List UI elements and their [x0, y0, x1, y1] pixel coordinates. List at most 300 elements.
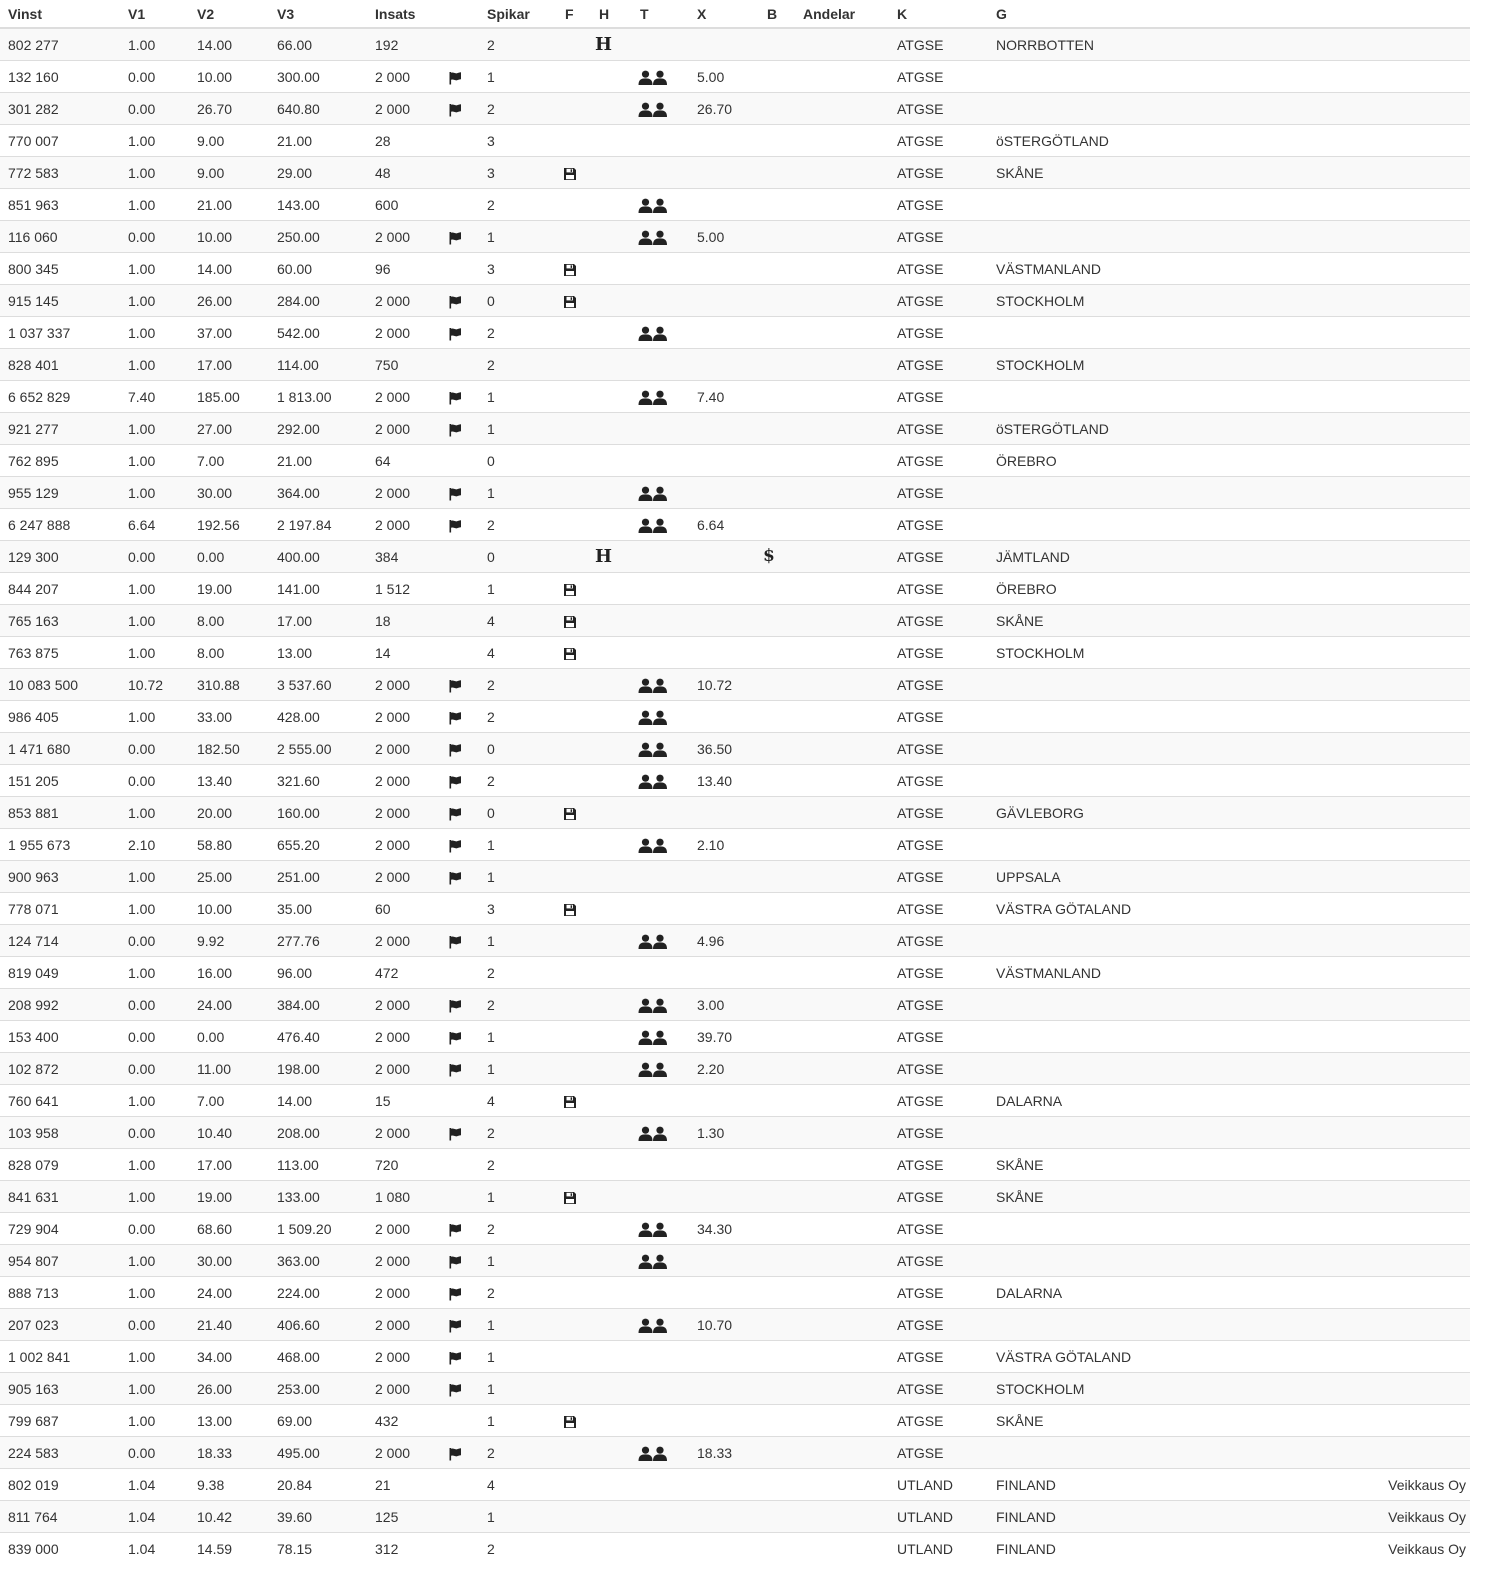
b-cell — [759, 1117, 795, 1149]
g-cell — [988, 1309, 1366, 1341]
x-cell — [689, 125, 759, 157]
f-cell — [557, 893, 591, 925]
andelar-cell — [795, 637, 889, 669]
table-row[interactable] — [0, 605, 1470, 637]
g-cell — [988, 1053, 1366, 1085]
org-cell — [1366, 285, 1470, 317]
vinst-cell: 765 163 — [0, 605, 120, 637]
header-v3[interactable]: V3 — [269, 0, 367, 28]
spikar-cell: 3 — [479, 893, 557, 925]
v3-cell: 224.00 — [269, 1277, 367, 1309]
k-cell: ATGSE — [889, 861, 988, 893]
t-cell — [632, 349, 689, 381]
v3-cell: 14.00 — [269, 1085, 367, 1117]
h-cell — [591, 1501, 632, 1533]
v2-cell: 21.00 — [189, 189, 269, 221]
spikar-cell: 3 — [479, 157, 557, 189]
table-row[interactable] — [0, 28, 1470, 61]
table-row[interactable] — [0, 445, 1470, 477]
table-row[interactable] — [0, 797, 1470, 829]
f-cell — [557, 1437, 591, 1469]
v1-cell: 0.00 — [120, 1213, 189, 1245]
k-cell: ATGSE — [889, 541, 988, 573]
flag-cell — [442, 701, 479, 733]
h-cell — [591, 1117, 632, 1149]
insats-cell: 2 000 — [367, 1117, 442, 1149]
vinst-cell: 224 583 — [0, 1437, 120, 1469]
f-cell — [557, 93, 591, 125]
f-cell — [557, 1053, 591, 1085]
table-row[interactable] — [0, 221, 1470, 253]
spikar-cell: 1 — [479, 829, 557, 861]
table-row[interactable] — [0, 637, 1470, 669]
v1-cell: 1.00 — [120, 1277, 189, 1309]
insats-cell: 1 080 — [367, 1181, 442, 1213]
v1-cell: 1.00 — [120, 28, 189, 61]
v1-cell: 0.00 — [120, 61, 189, 93]
spikar-cell: 2 — [479, 189, 557, 221]
x-cell — [689, 349, 759, 381]
andelar-cell — [795, 1309, 889, 1341]
x-cell: 1.30 — [689, 1117, 759, 1149]
flag-icon — [448, 1351, 462, 1365]
v2-cell: 26.00 — [189, 285, 269, 317]
spikar-cell: 0 — [479, 733, 557, 765]
flag-cell — [442, 1117, 479, 1149]
f-cell — [557, 1021, 591, 1053]
v3-cell: 277.76 — [269, 925, 367, 957]
f-cell — [557, 605, 591, 637]
andelar-cell — [795, 701, 889, 733]
b-cell — [759, 1373, 795, 1405]
f-cell — [557, 1181, 591, 1213]
g-cell — [988, 477, 1366, 509]
header-spikar[interactable]: Spikar — [479, 0, 557, 28]
f-cell — [557, 1469, 591, 1501]
flag-icon — [448, 839, 462, 853]
insats-cell: 1 512 — [367, 573, 442, 605]
v3-cell: 2 555.00 — [269, 733, 367, 765]
table-row[interactable] — [0, 893, 1470, 925]
users-icon — [638, 774, 668, 789]
h-cell — [591, 125, 632, 157]
andelar-cell — [795, 413, 889, 445]
spikar-cell: 2 — [479, 509, 557, 541]
h-cell — [591, 893, 632, 925]
flag-icon — [448, 487, 462, 501]
k-cell: ATGSE — [889, 797, 988, 829]
vinst-cell: 986 405 — [0, 701, 120, 733]
header-g[interactable]: G — [988, 0, 1366, 28]
users-icon — [638, 742, 668, 757]
v2-cell: 0.00 — [189, 541, 269, 573]
vinst-cell: 841 631 — [0, 1181, 120, 1213]
f-cell — [557, 1085, 591, 1117]
v2-cell: 26.00 — [189, 1373, 269, 1405]
v1-cell: 1.00 — [120, 189, 189, 221]
k-cell: ATGSE — [889, 1341, 988, 1373]
org-cell — [1366, 1117, 1470, 1149]
v2-cell: 182.50 — [189, 733, 269, 765]
g-cell: SKÅNE — [988, 157, 1366, 189]
b-cell — [759, 1053, 795, 1085]
org-cell — [1366, 701, 1470, 733]
table-row[interactable] — [0, 957, 1470, 989]
b-cell — [759, 1309, 795, 1341]
flag-icon — [448, 743, 462, 757]
b-cell — [759, 893, 795, 925]
andelar-cell — [795, 381, 889, 413]
h-cell — [591, 701, 632, 733]
t-cell — [632, 1437, 689, 1469]
t-cell — [632, 285, 689, 317]
g-cell — [988, 1213, 1366, 1245]
table-row[interactable] — [0, 1309, 1470, 1341]
b-cell — [759, 125, 795, 157]
table-row[interactable] — [0, 829, 1470, 861]
v3-cell: 300.00 — [269, 61, 367, 93]
flag-icon — [448, 295, 462, 309]
h-cell — [591, 829, 632, 861]
spikar-cell: 2 — [479, 765, 557, 797]
table-row[interactable] — [0, 733, 1470, 765]
x-cell — [689, 157, 759, 189]
header-f[interactable]: F — [557, 0, 591, 28]
h-cell — [591, 221, 632, 253]
g-cell: JÄMTLAND — [988, 541, 1366, 573]
t-cell — [632, 861, 689, 893]
k-cell: ATGSE — [889, 93, 988, 125]
flag-cell — [442, 1533, 479, 1565]
h-cell — [591, 1021, 632, 1053]
v2-cell: 14.00 — [189, 253, 269, 285]
f-cell — [557, 221, 591, 253]
spikar-cell: 2 — [479, 701, 557, 733]
table-row[interactable] — [0, 157, 1470, 189]
org-cell — [1366, 733, 1470, 765]
x-cell — [689, 1373, 759, 1405]
v3-cell: 96.00 — [269, 957, 367, 989]
org-cell — [1366, 93, 1470, 125]
header-vinst[interactable]: Vinst — [0, 0, 120, 28]
h-cell — [591, 541, 632, 573]
insats-cell: 2 000 — [367, 989, 442, 1021]
insats-cell: 600 — [367, 189, 442, 221]
table-row[interactable] — [0, 1501, 1470, 1533]
andelar-cell — [795, 1181, 889, 1213]
table-row[interactable] — [0, 1053, 1470, 1085]
vinst-cell: 1 955 673 — [0, 829, 120, 861]
v3-cell: 21.00 — [269, 125, 367, 157]
andelar-cell — [795, 1245, 889, 1277]
f-cell — [557, 1533, 591, 1565]
f-cell — [557, 477, 591, 509]
table-row[interactable] — [0, 413, 1470, 445]
x-cell — [689, 637, 759, 669]
v2-cell: 11.00 — [189, 1053, 269, 1085]
t-cell — [632, 445, 689, 477]
vinst-cell: 132 160 — [0, 61, 120, 93]
h-cell — [591, 1469, 632, 1501]
org-cell — [1366, 669, 1470, 701]
v1-cell: 0.00 — [120, 541, 189, 573]
insats-cell: 2 000 — [367, 1341, 442, 1373]
header-v2[interactable]: V2 — [189, 0, 269, 28]
b-cell — [759, 1149, 795, 1181]
flag-cell — [442, 861, 479, 893]
f-cell — [557, 1245, 591, 1277]
v1-cell: 1.04 — [120, 1501, 189, 1533]
x-cell: 2.10 — [689, 829, 759, 861]
table-row[interactable] — [0, 477, 1470, 509]
table-row[interactable] — [0, 1469, 1470, 1501]
table-row[interactable] — [0, 1245, 1470, 1277]
flag-cell — [442, 157, 479, 189]
k-cell: ATGSE — [889, 381, 988, 413]
v3-cell: 400.00 — [269, 541, 367, 573]
table-row[interactable] — [0, 1181, 1470, 1213]
flag-cell — [442, 285, 479, 317]
x-cell — [689, 1341, 759, 1373]
g-cell — [988, 381, 1366, 413]
x-cell — [689, 573, 759, 605]
andelar-cell — [795, 1405, 889, 1437]
table-row[interactable] — [0, 125, 1470, 157]
table-row[interactable] — [0, 61, 1470, 93]
table-row[interactable] — [0, 541, 1470, 573]
vinst-cell: 799 687 — [0, 1405, 120, 1437]
h-cell — [591, 285, 632, 317]
x-cell — [689, 1245, 759, 1277]
x-cell — [689, 1501, 759, 1533]
header-h[interactable]: H — [591, 0, 632, 28]
flag-cell — [442, 1085, 479, 1117]
spikar-cell: 2 — [479, 317, 557, 349]
table-row[interactable] — [0, 349, 1470, 381]
header-v1[interactable]: V1 — [120, 0, 189, 28]
table-row[interactable] — [0, 1277, 1470, 1309]
f-cell — [557, 317, 591, 349]
org-cell — [1366, 157, 1470, 189]
k-cell: ATGSE — [889, 829, 988, 861]
h-cell — [591, 1277, 632, 1309]
flag-cell — [442, 733, 479, 765]
x-cell: 34.30 — [689, 1213, 759, 1245]
users-icon — [638, 1126, 668, 1141]
table-row[interactable] — [0, 765, 1470, 797]
table-row[interactable] — [0, 1117, 1470, 1149]
b-cell — [759, 509, 795, 541]
x-cell: 7.40 — [689, 381, 759, 413]
table-row[interactable] — [0, 509, 1470, 541]
v2-cell: 24.00 — [189, 989, 269, 1021]
org-cell — [1366, 1373, 1470, 1405]
table-row[interactable] — [0, 317, 1470, 349]
table-row[interactable] — [0, 1021, 1470, 1053]
vinst-cell: 729 904 — [0, 1213, 120, 1245]
andelar-cell — [795, 509, 889, 541]
b-cell — [759, 445, 795, 477]
vinst-cell: 1 002 841 — [0, 1341, 120, 1373]
v2-cell: 10.42 — [189, 1501, 269, 1533]
users-icon — [638, 1318, 668, 1333]
k-cell: ATGSE — [889, 605, 988, 637]
v1-cell: 6.64 — [120, 509, 189, 541]
andelar-cell — [795, 925, 889, 957]
table-row[interactable] — [0, 189, 1470, 221]
table-row[interactable] — [0, 93, 1470, 125]
insats-cell: 2 000 — [367, 221, 442, 253]
table-row[interactable] — [0, 573, 1470, 605]
flag-cell — [442, 221, 479, 253]
table-row[interactable] — [0, 925, 1470, 957]
insats-cell: 2 000 — [367, 1245, 442, 1277]
g-cell — [988, 317, 1366, 349]
f-cell — [557, 1149, 591, 1181]
table-row[interactable] — [0, 1533, 1470, 1565]
table-row[interactable] — [0, 1085, 1470, 1117]
flag-cell — [442, 1021, 479, 1053]
h-cell — [591, 93, 632, 125]
header-andelar[interactable]: Andelar — [795, 0, 889, 28]
flag-cell — [442, 1341, 479, 1373]
flag-cell — [442, 413, 479, 445]
k-cell: ATGSE — [889, 61, 988, 93]
table-row[interactable] — [0, 701, 1470, 733]
org-cell — [1366, 317, 1470, 349]
flag-icon — [448, 519, 462, 533]
insats-cell: 64 — [367, 445, 442, 477]
spikar-cell: 2 — [479, 1117, 557, 1149]
org-cell — [1366, 573, 1470, 605]
org-cell — [1366, 605, 1470, 637]
table-row[interactable] — [0, 1373, 1470, 1405]
insats-cell: 28 — [367, 125, 442, 157]
t-cell — [632, 253, 689, 285]
v1-cell: 2.10 — [120, 829, 189, 861]
andelar-cell — [795, 125, 889, 157]
v2-cell: 10.00 — [189, 893, 269, 925]
table-row[interactable] — [0, 253, 1470, 285]
h-cell — [591, 317, 632, 349]
table-row[interactable] — [0, 1149, 1470, 1181]
v1-cell: 0.00 — [120, 221, 189, 253]
table-row[interactable] — [0, 1213, 1470, 1245]
x-cell: 10.70 — [689, 1309, 759, 1341]
table-row[interactable] — [0, 861, 1470, 893]
andelar-cell — [795, 1501, 889, 1533]
v3-cell: 495.00 — [269, 1437, 367, 1469]
k-cell: ATGSE — [889, 893, 988, 925]
v1-cell: 1.00 — [120, 1341, 189, 1373]
table-row[interactable] — [0, 381, 1470, 413]
flag-cell — [442, 957, 479, 989]
table-row[interactable] — [0, 285, 1470, 317]
g-cell: GÄVLEBORG — [988, 797, 1366, 829]
f-cell — [557, 1501, 591, 1533]
header-x[interactable]: X — [689, 0, 759, 28]
header-t[interactable]: T — [632, 0, 689, 28]
v2-cell: 10.00 — [189, 221, 269, 253]
b-cell — [759, 189, 795, 221]
andelar-cell — [795, 1437, 889, 1469]
t-cell — [632, 1405, 689, 1437]
flag-icon — [448, 1255, 462, 1269]
andelar-cell — [795, 221, 889, 253]
vinst-cell: 778 071 — [0, 893, 120, 925]
h-cell — [591, 445, 632, 477]
table-row[interactable] — [0, 1341, 1470, 1373]
x-cell — [689, 1149, 759, 1181]
header-insats[interactable]: Insats — [367, 0, 442, 28]
header-k[interactable]: K — [889, 0, 988, 28]
x-cell: 2.20 — [689, 1053, 759, 1085]
table-row[interactable] — [0, 989, 1470, 1021]
header-b[interactable]: B — [759, 0, 795, 28]
k-cell: ATGSE — [889, 1277, 988, 1309]
dollar-icon: $ — [763, 546, 775, 567]
spikar-cell: 2 — [479, 1213, 557, 1245]
v2-cell: 25.00 — [189, 861, 269, 893]
org-cell — [1366, 1021, 1470, 1053]
v2-cell: 9.38 — [189, 1469, 269, 1501]
b-cell — [759, 861, 795, 893]
v1-cell: 1.00 — [120, 285, 189, 317]
g-cell: VÄSTMANLAND — [988, 253, 1366, 285]
table-row[interactable] — [0, 669, 1470, 701]
insats-cell: 2 000 — [367, 1053, 442, 1085]
table-row[interactable] — [0, 1405, 1470, 1437]
v3-cell: 1 813.00 — [269, 381, 367, 413]
h-cell — [591, 797, 632, 829]
t-cell — [632, 1245, 689, 1277]
org-cell — [1366, 957, 1470, 989]
h-cell — [591, 349, 632, 381]
insats-cell: 472 — [367, 957, 442, 989]
spikar-cell: 1 — [479, 1373, 557, 1405]
insats-cell: 2 000 — [367, 925, 442, 957]
andelar-cell — [795, 157, 889, 189]
v2-cell: 310.88 — [189, 669, 269, 701]
v3-cell: 292.00 — [269, 413, 367, 445]
insats-cell: 2 000 — [367, 701, 442, 733]
insats-cell: 2 000 — [367, 413, 442, 445]
vinst-cell: 6 247 888 — [0, 509, 120, 541]
g-cell — [988, 1021, 1366, 1053]
spikar-cell: 1 — [479, 1405, 557, 1437]
flag-cell — [442, 541, 479, 573]
vinst-cell: 124 714 — [0, 925, 120, 957]
t-cell — [632, 1021, 689, 1053]
table-body — [0, 28, 1470, 1564]
g-cell: NORRBOTTEN — [988, 28, 1366, 61]
vinst-cell: 772 583 — [0, 157, 120, 189]
x-cell — [689, 445, 759, 477]
table-row[interactable] — [0, 1437, 1470, 1469]
t-cell — [632, 637, 689, 669]
x-cell — [689, 1085, 759, 1117]
k-cell: ATGSE — [889, 637, 988, 669]
org-cell — [1366, 125, 1470, 157]
g-cell — [988, 989, 1366, 1021]
flag-icon — [448, 1063, 462, 1077]
vinst-cell: 921 277 — [0, 413, 120, 445]
g-cell — [988, 669, 1366, 701]
org-cell — [1366, 1341, 1470, 1373]
vinst-cell: 900 963 — [0, 861, 120, 893]
t-cell — [632, 989, 689, 1021]
b-cell — [759, 1533, 795, 1565]
